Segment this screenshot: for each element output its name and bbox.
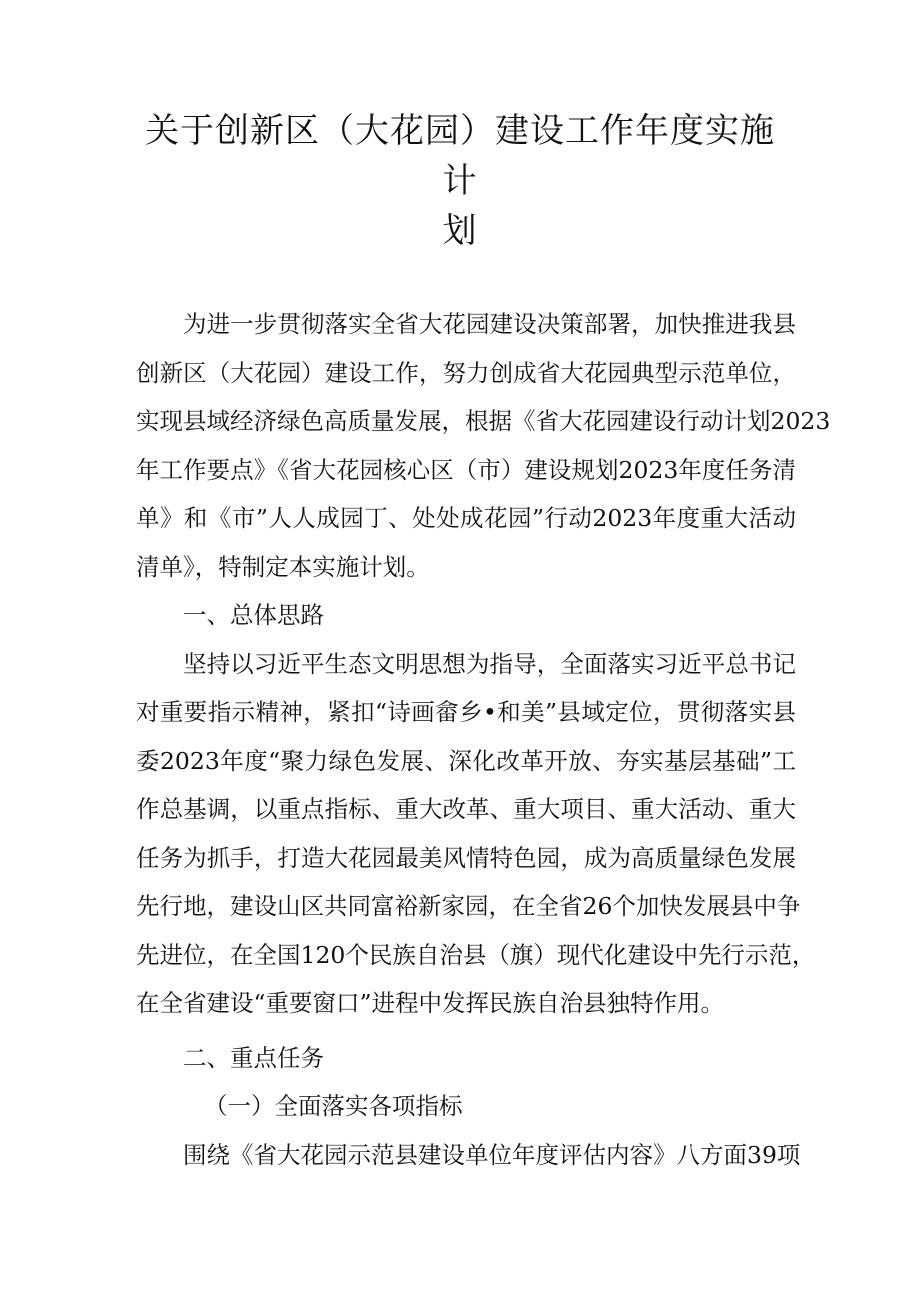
paragraph-indicators (136, 1131, 801, 1180)
paragraph-intro (136, 300, 831, 591)
paragraph-line: 在全省建设“重要窗口”进程中发挥民族自治县独特作用。 (136, 989, 725, 1017)
title-line: 关于创新区（大花园）建设工作年度实施计 (145, 111, 775, 201)
paragraph-line: 作总基调，以重点指标、重大改革、重大项目、重大活动、重大 (136, 795, 796, 823)
paragraph-line: 委2023年度“聚力绿色发展、深化改革开放、夯实基层基础”工 (136, 746, 796, 775)
paragraph-line: 先进位，在全国120个民族自治县（旗）现代化建设中先行示范， (136, 940, 816, 969)
paragraph-line: 围绕《省大花园示范县建设单位年度评估内容》八方面39项 (183, 1140, 801, 1169)
paragraph-line: 创新区（大花园）建设工作，努力创成省大花园典型示范单位， (136, 358, 796, 387)
paragraph-line: 任务为抓手，打造大花园最美风情特色园，成为高质量绿色发展 (136, 843, 796, 872)
paragraph-line: 对重要指示精神，紧扣“诗画畲乡•和美”县域定位，贯彻落实县 (136, 698, 796, 726)
paragraph-line: 先行地，建设山区共同富裕新家园，在全省26个加快发展县中争 (136, 892, 801, 920)
section-heading: 一、总体思路 (183, 601, 324, 629)
subsection-heading: （一）全面落实各项指标 (204, 1092, 463, 1120)
paragraph-line: 为进一步贯彻落实全省大花园建设决策部署，加快推进我县 (183, 310, 796, 338)
paragraph-line: 单》和《市”人人成园丁、处处成花园”行动2023年度重大活动 (136, 504, 796, 532)
title-line: 划 (442, 211, 478, 251)
paragraph-line: 实现县域经济绿色高质量发展，根据《省大花园建设行动计划2023 (136, 407, 831, 435)
document-body (136, 300, 831, 1179)
section-heading: 二、重点任务 (183, 1043, 324, 1072)
paragraph-line: 清单》，特制定本实施计划。 (136, 552, 430, 581)
paragraph-line: 坚持以习近平生态文明思想为指导，全面落实习近平总书记 (183, 649, 796, 678)
paragraph-line: 年工作要点》《省大花园核心区（市）建设规划2023年度任务清 (136, 455, 796, 484)
document-title (140, 106, 780, 256)
paragraph-overview (136, 640, 816, 1028)
